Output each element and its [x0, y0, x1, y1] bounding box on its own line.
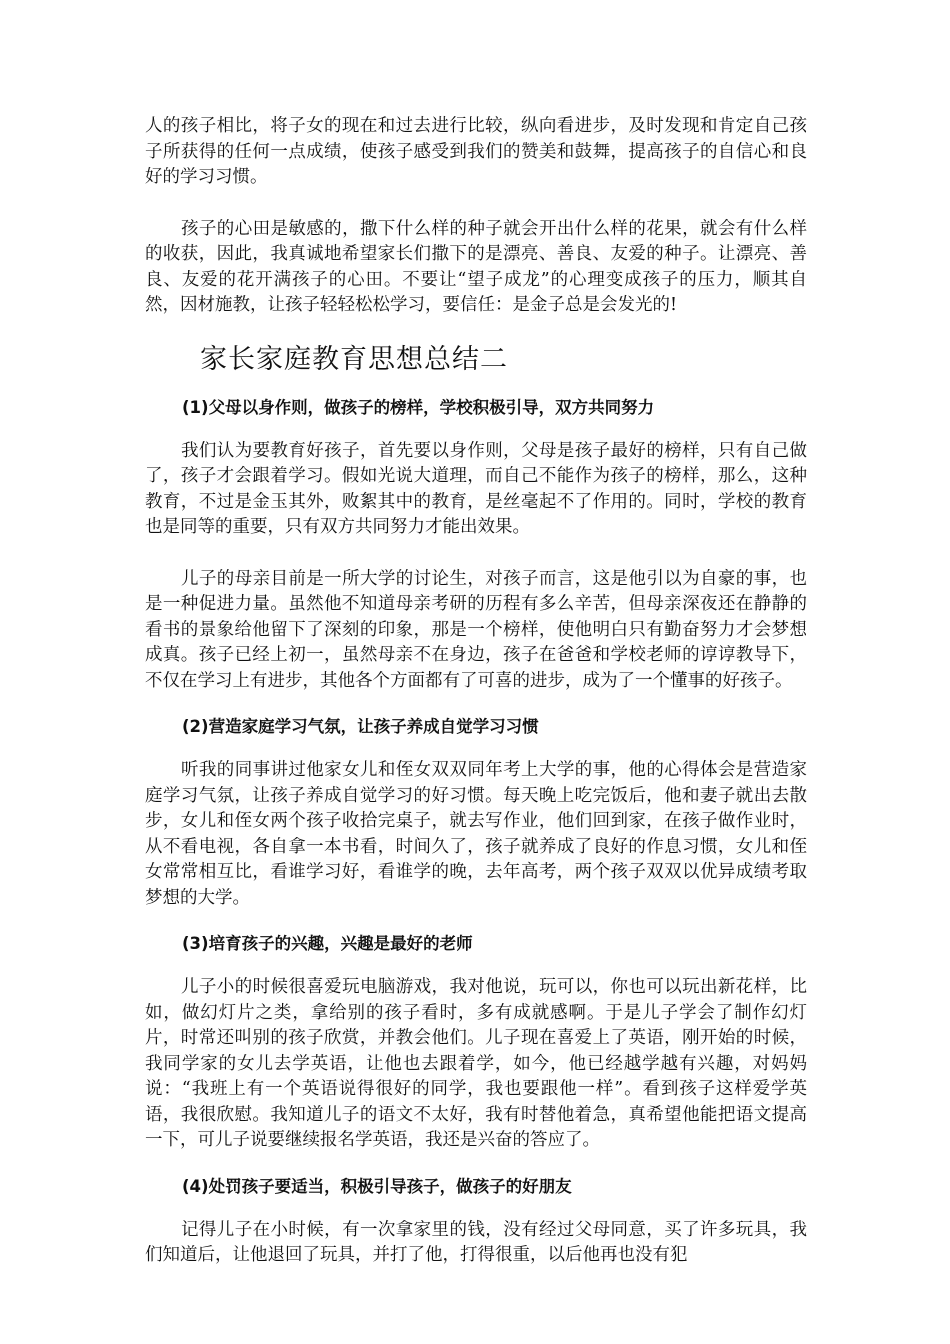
section-heading-1: (1)父母以身作则，做孩子的榜样，学校积极引导，双方共同努力 — [182, 397, 655, 417]
spacer — [145, 1198, 807, 1218]
section-heading-2: (2)营造家庭学习气氛，让孩子养成自觉学习习惯 — [182, 717, 539, 736]
spacer — [145, 319, 807, 343]
section-2-paragraph-1: 听我的同事讲过他家女儿和侄女双双同年考上大学的事，他的心得体会是营造家庭学习气氛，让孩子养成自觉学习的好习惯。每天晚上吃完饭后，他和妻子就出去散步，女儿和侄女两个孩子收拾完桌子，就去写作业，他们回到家，在孩子做作业时，从不看电视，各自拿一本书看，时间久了，孩子就养成了良好的作息习惯，女儿和侄女常常相互比，看谁学习好，看谁学的晚，去年高考，两个孩子双双以优异成绩考取梦想的大学。 — [145, 760, 807, 908]
spacer — [145, 1154, 807, 1176]
spacer — [145, 541, 807, 567]
spacer — [145, 955, 807, 975]
section-1-paragraph-1: 我们认为要教育好孩子，首先要以身作则，父母是孩子最好的榜样，只有自己做了，孩子才会跟着学习。假如光说大道理，而自己不能作为孩子的榜样，那么，这种教育，不过是金玉其外，败絮其中的教育，是丝毫起不了作用的。同时，学校的教育也是同等的重要，只有双方共同努力才能出效果。 — [145, 440, 807, 537]
section-heading-3: (3)培育孩子的兴趣，兴趣是最好的老师 — [182, 934, 473, 953]
section-3-paragraph-1: 儿子小的时候很喜爱玩电脑游戏，我对他说，玩可以，你也可以玩出新花样，比如，做幻灯片之类，拿给别的孩子看时，多有成就感啊。于是儿子学会了制作幻灯片，时常还叫别的孩子欣赏，并教会他们。儿子现在喜爱上了英语，刚开始的时候，我同学家的女儿去学英语，让他也去跟着学，如今，他已经越学越有兴趣，对妈妈说：“我班上有一个英语说得很好的同学，我也要跟他一样”。看到孩子这样爱学英语，我很欣慰。我知道儿子的语文不太好，我有时替他着急，真希望他能把语文提高一下，可儿子说要继续报名学英语，我还是兴奋的答应了。 — [145, 977, 807, 1150]
section-heading-4: (4)处罚孩子要适当，积极引导孩子，做孩子的好朋友 — [182, 1176, 572, 1196]
intro-paragraph: 孩子的心田是敏感的，撒下什么样的种子就会开出什么样的花果，就会有什么样的收获，因此，我真诚地希望家长们撒下的是漂亮、善良、友爱的种子。让漂亮、善良、友爱的花开满孩子的心田。不要让“望子成龙”的心理变成孩子的压力，顺其自然，因材施教，让孩子轻轻松松学习，要信任：是金子总是会发光的! — [145, 218, 807, 315]
spacer — [145, 738, 807, 758]
document-title: 家长家庭教育思想总结二 — [200, 343, 508, 375]
spacer — [145, 419, 807, 439]
spacer — [145, 911, 807, 933]
spacer — [145, 694, 807, 716]
spacer — [145, 377, 807, 397]
document-page — [145, 114, 807, 1269]
section-1-paragraph-2: 儿子的母亲目前是一所大学的讨论生，对孩子而言，这是他引以为自豪的事，也是一种促进力量。虽然他不知道母亲考研的历程有多么辛苦，但母亲深夜还在静静的看书的景象给他留下了深刻的印象，那是一个榜样，使他明白只有勤奋努力才会梦想成真。孩子已经上初一，虽然母亲不在身边，孩子在爸爸和学校老师的谆谆教导下，不仅在学习上有进步，其他各个方面都有了可喜的进步，成为了一个懂事的好孩子。 — [145, 568, 807, 691]
section-4-paragraph-1: 记得儿子在小时候，有一次拿家里的钱，没有经过父母同意，买了许多玩具，我们知道后，让他退回了玩具，并打了他，打得很重，以后他再也没有犯 — [145, 1219, 807, 1265]
intro-paragraph: 人的孩子相比，将子女的现在和过去进行比较，纵向看进步，及时发现和肯定自己孩子所获得的任何一点成绩，使孩子感受到我们的赞美和鼓舞，提高孩子的自信心和良好的学习习惯。 — [145, 116, 807, 187]
spacer — [145, 191, 807, 217]
